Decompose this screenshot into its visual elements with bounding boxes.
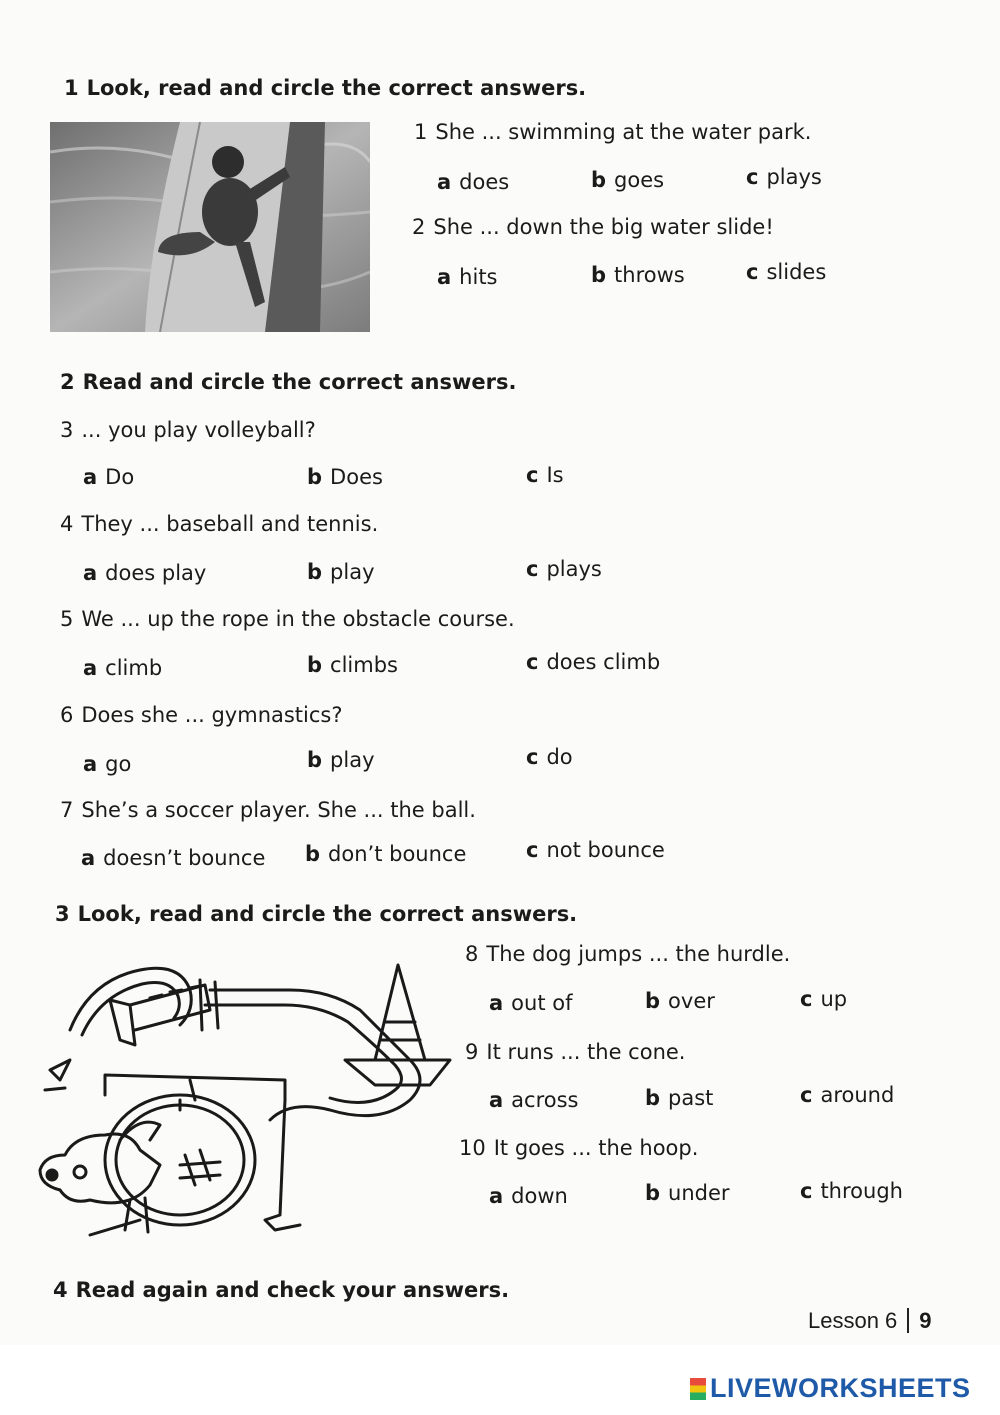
q5-option-a[interactable]: a climb [83, 656, 163, 680]
exercise-3-heading [55, 902, 577, 926]
question-10: 10 It goes ... the hoop. [459, 1136, 699, 1160]
page-number: 9 [907, 1308, 931, 1333]
question-4: 4 They ... baseball and tennis. [60, 512, 379, 536]
q1-option-c[interactable]: c plays [746, 165, 822, 189]
q1-option-b[interactable]: b goes [591, 168, 665, 192]
exercise-instruction: Read again and check your answers. [75, 1278, 510, 1302]
dog-obstacle-course-illustration [30, 950, 460, 1240]
q9-option-a[interactable]: a across [489, 1088, 579, 1112]
exercise-2-heading [60, 370, 517, 394]
question-number: 1 [414, 120, 428, 144]
q10-option-b[interactable]: b under [645, 1181, 730, 1205]
exercise-1-heading [64, 76, 586, 100]
q7-option-a[interactable]: a doesn’t bounce [81, 846, 266, 870]
lesson-label: Lesson 6 [808, 1308, 898, 1333]
q3-option-c[interactable]: c Is [526, 463, 564, 487]
question-text: She ... down the big water slide! [433, 215, 774, 239]
exercise-number: 3 [55, 902, 70, 926]
q6-option-c[interactable]: c do [526, 745, 573, 769]
water-slide-photo [50, 122, 370, 332]
q7-option-c[interactable]: c not bounce [526, 838, 665, 862]
q4-option-c[interactable]: c plays [526, 557, 602, 581]
question-1 [414, 120, 811, 144]
question-8: 8 The dog jumps ... the hurdle. [465, 942, 791, 966]
q8-option-b[interactable]: b over [645, 989, 715, 1013]
exercise-number: 4 [53, 1278, 68, 1302]
q8-option-c[interactable]: c up [800, 987, 848, 1011]
q9-option-c[interactable]: c around [800, 1083, 895, 1107]
q5-option-b[interactable]: b climbs [307, 653, 398, 677]
q2-option-b[interactable]: b throws [591, 263, 685, 287]
exercise-instruction: Read and circle the correct answers. [82, 370, 517, 394]
question-3: 3 ... you play volleyball? [60, 418, 316, 442]
q6-option-a[interactable]: a go [83, 752, 132, 776]
liveworksheets-watermark [690, 1373, 971, 1404]
q7-option-b[interactable]: b don’t bounce [305, 842, 467, 866]
question-5: 5 We ... up the rope in the obstacle course. [60, 607, 515, 631]
q4-option-a[interactable]: a does play [83, 561, 207, 585]
q10-option-a[interactable]: a down [489, 1184, 568, 1208]
exercise-instruction: Look, read and circle the correct answers. [77, 902, 578, 926]
question-6: 6 Does she ... gymnastics? [60, 703, 343, 727]
exercise-number: 1 [64, 76, 79, 100]
liveworksheets-logo-icon [690, 1378, 706, 1400]
q2-option-a[interactable]: a hits [437, 265, 498, 289]
q5-option-c[interactable]: c does climb [526, 650, 661, 674]
question-9: 9 It runs ... the cone. [465, 1040, 686, 1064]
q10-option-c[interactable]: c through [800, 1179, 903, 1203]
question-number: 2 [412, 215, 426, 239]
q9-option-b[interactable]: b past [645, 1086, 714, 1110]
q2-option-c[interactable]: c slides [746, 260, 827, 284]
watermark-text: LIVEWORKSHEETS [710, 1373, 971, 1403]
q1-option-a[interactable]: a does [437, 170, 510, 194]
exercise-4-heading [53, 1278, 509, 1302]
question-2 [412, 215, 774, 239]
exercise-number: 2 [60, 370, 75, 394]
q6-option-b[interactable]: b play [307, 748, 375, 772]
q4-option-b[interactable]: b play [307, 560, 375, 584]
question-7: 7 She’s a soccer player. She ... the ball. [60, 798, 476, 822]
q8-option-a[interactable]: a out of [489, 991, 573, 1015]
page-footer [808, 1308, 932, 1334]
exercise-instruction: Look, read and circle the correct answers. [86, 76, 587, 100]
q3-option-b[interactable]: b Does [307, 465, 383, 489]
q3-option-a[interactable]: a Do [83, 465, 135, 489]
question-text: She ... swimming at the water park. [435, 120, 812, 144]
